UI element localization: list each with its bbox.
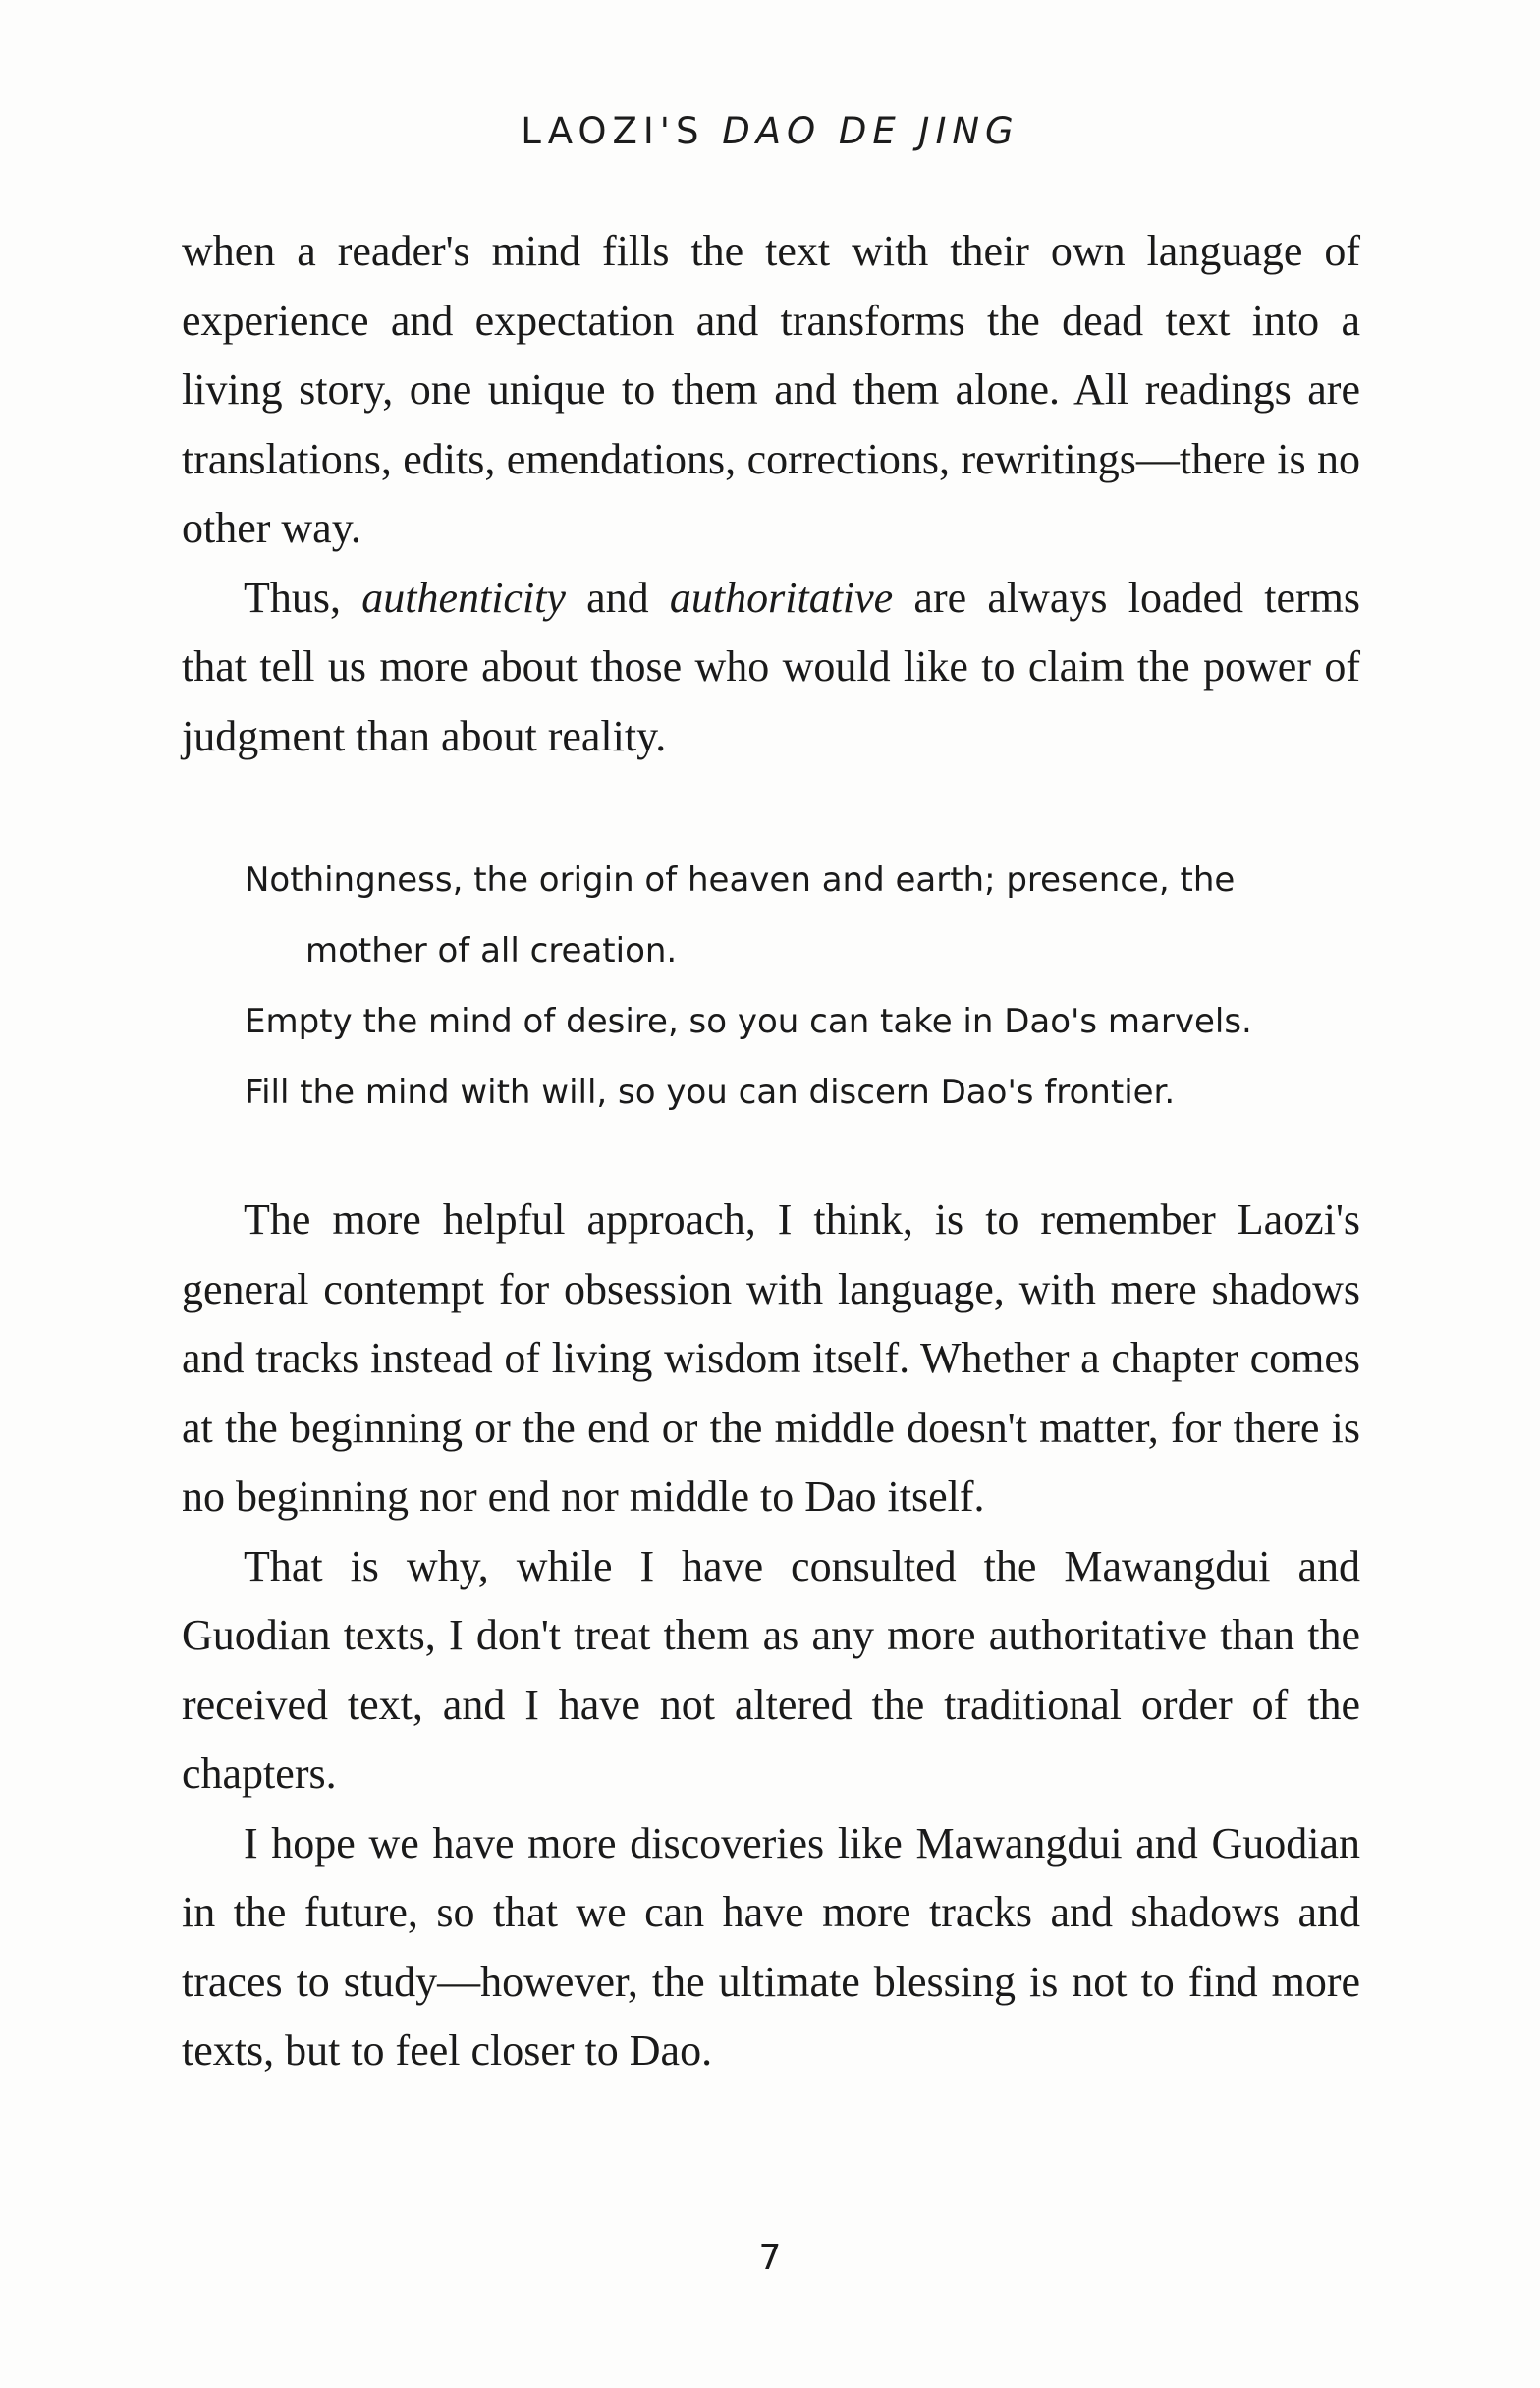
verse-line: Nothingness, the origin of heaven and earth; presence, the <box>245 861 1236 900</box>
paragraph: The more helpful approach, I think, is to remember Laozi's general contempt for obsession with language, with mere shadows and tracks instead of living wisdom itself. Whether a chapter comes at the beginning or the end or the middle doesn't matter, for there is no beginning nor end nor middle to Dao itself. <box>182 1195 1360 1521</box>
paragraph: I hope we have more discoveries like Mawangdui and Guodian in the future, so that we can have more tracks and shadows and traces to study—however, the ultimate blessing is not to find more texts, but to feel closer to Dao. <box>182 1818 1360 2075</box>
paragraph-thus <box>182 564 1360 772</box>
verse-line: Fill the mind with will, so you can discern Dao's frontier. <box>245 1073 1176 1112</box>
thus-mid: and <box>565 573 670 622</box>
page-number: 7 <box>758 2238 782 2278</box>
body-text-top <box>182 217 1360 771</box>
body-text-bottom <box>182 1186 1360 2086</box>
paragraph: That is why, while I have consulted the Mawangdui and Guodian texts, I don't treat them as any more authoritative than the received text, and I have not altered the traditional order of the chapters. <box>182 1541 1360 1798</box>
verse-quotation <box>245 845 1374 1128</box>
running-head-title: DAO DE JING <box>722 110 1019 152</box>
running-head <box>0 110 1540 152</box>
running-head-author: LAOZI'S <box>521 110 723 152</box>
paragraph-continued: when a reader's mind fills the text with their own language of experience and expectation and transforms the dead text into a living story, one unique to them and them alone. All readings are translations, edits, emendations, corrections, rewritings—there is no other way. <box>182 227 1360 552</box>
thus-start: Thus, <box>244 573 362 622</box>
verse-line: Empty the mind of desire, so you can take in Dao's marvels. <box>245 1002 1252 1041</box>
thus-end: are always loaded terms that tell us more about those who would like to claim the power of judgment than about reality. <box>182 573 1361 760</box>
term-authenticity: authenticity <box>361 573 566 622</box>
term-authoritative: authoritative <box>669 573 894 622</box>
verse-line-continuation: mother of all creation. <box>305 931 678 971</box>
